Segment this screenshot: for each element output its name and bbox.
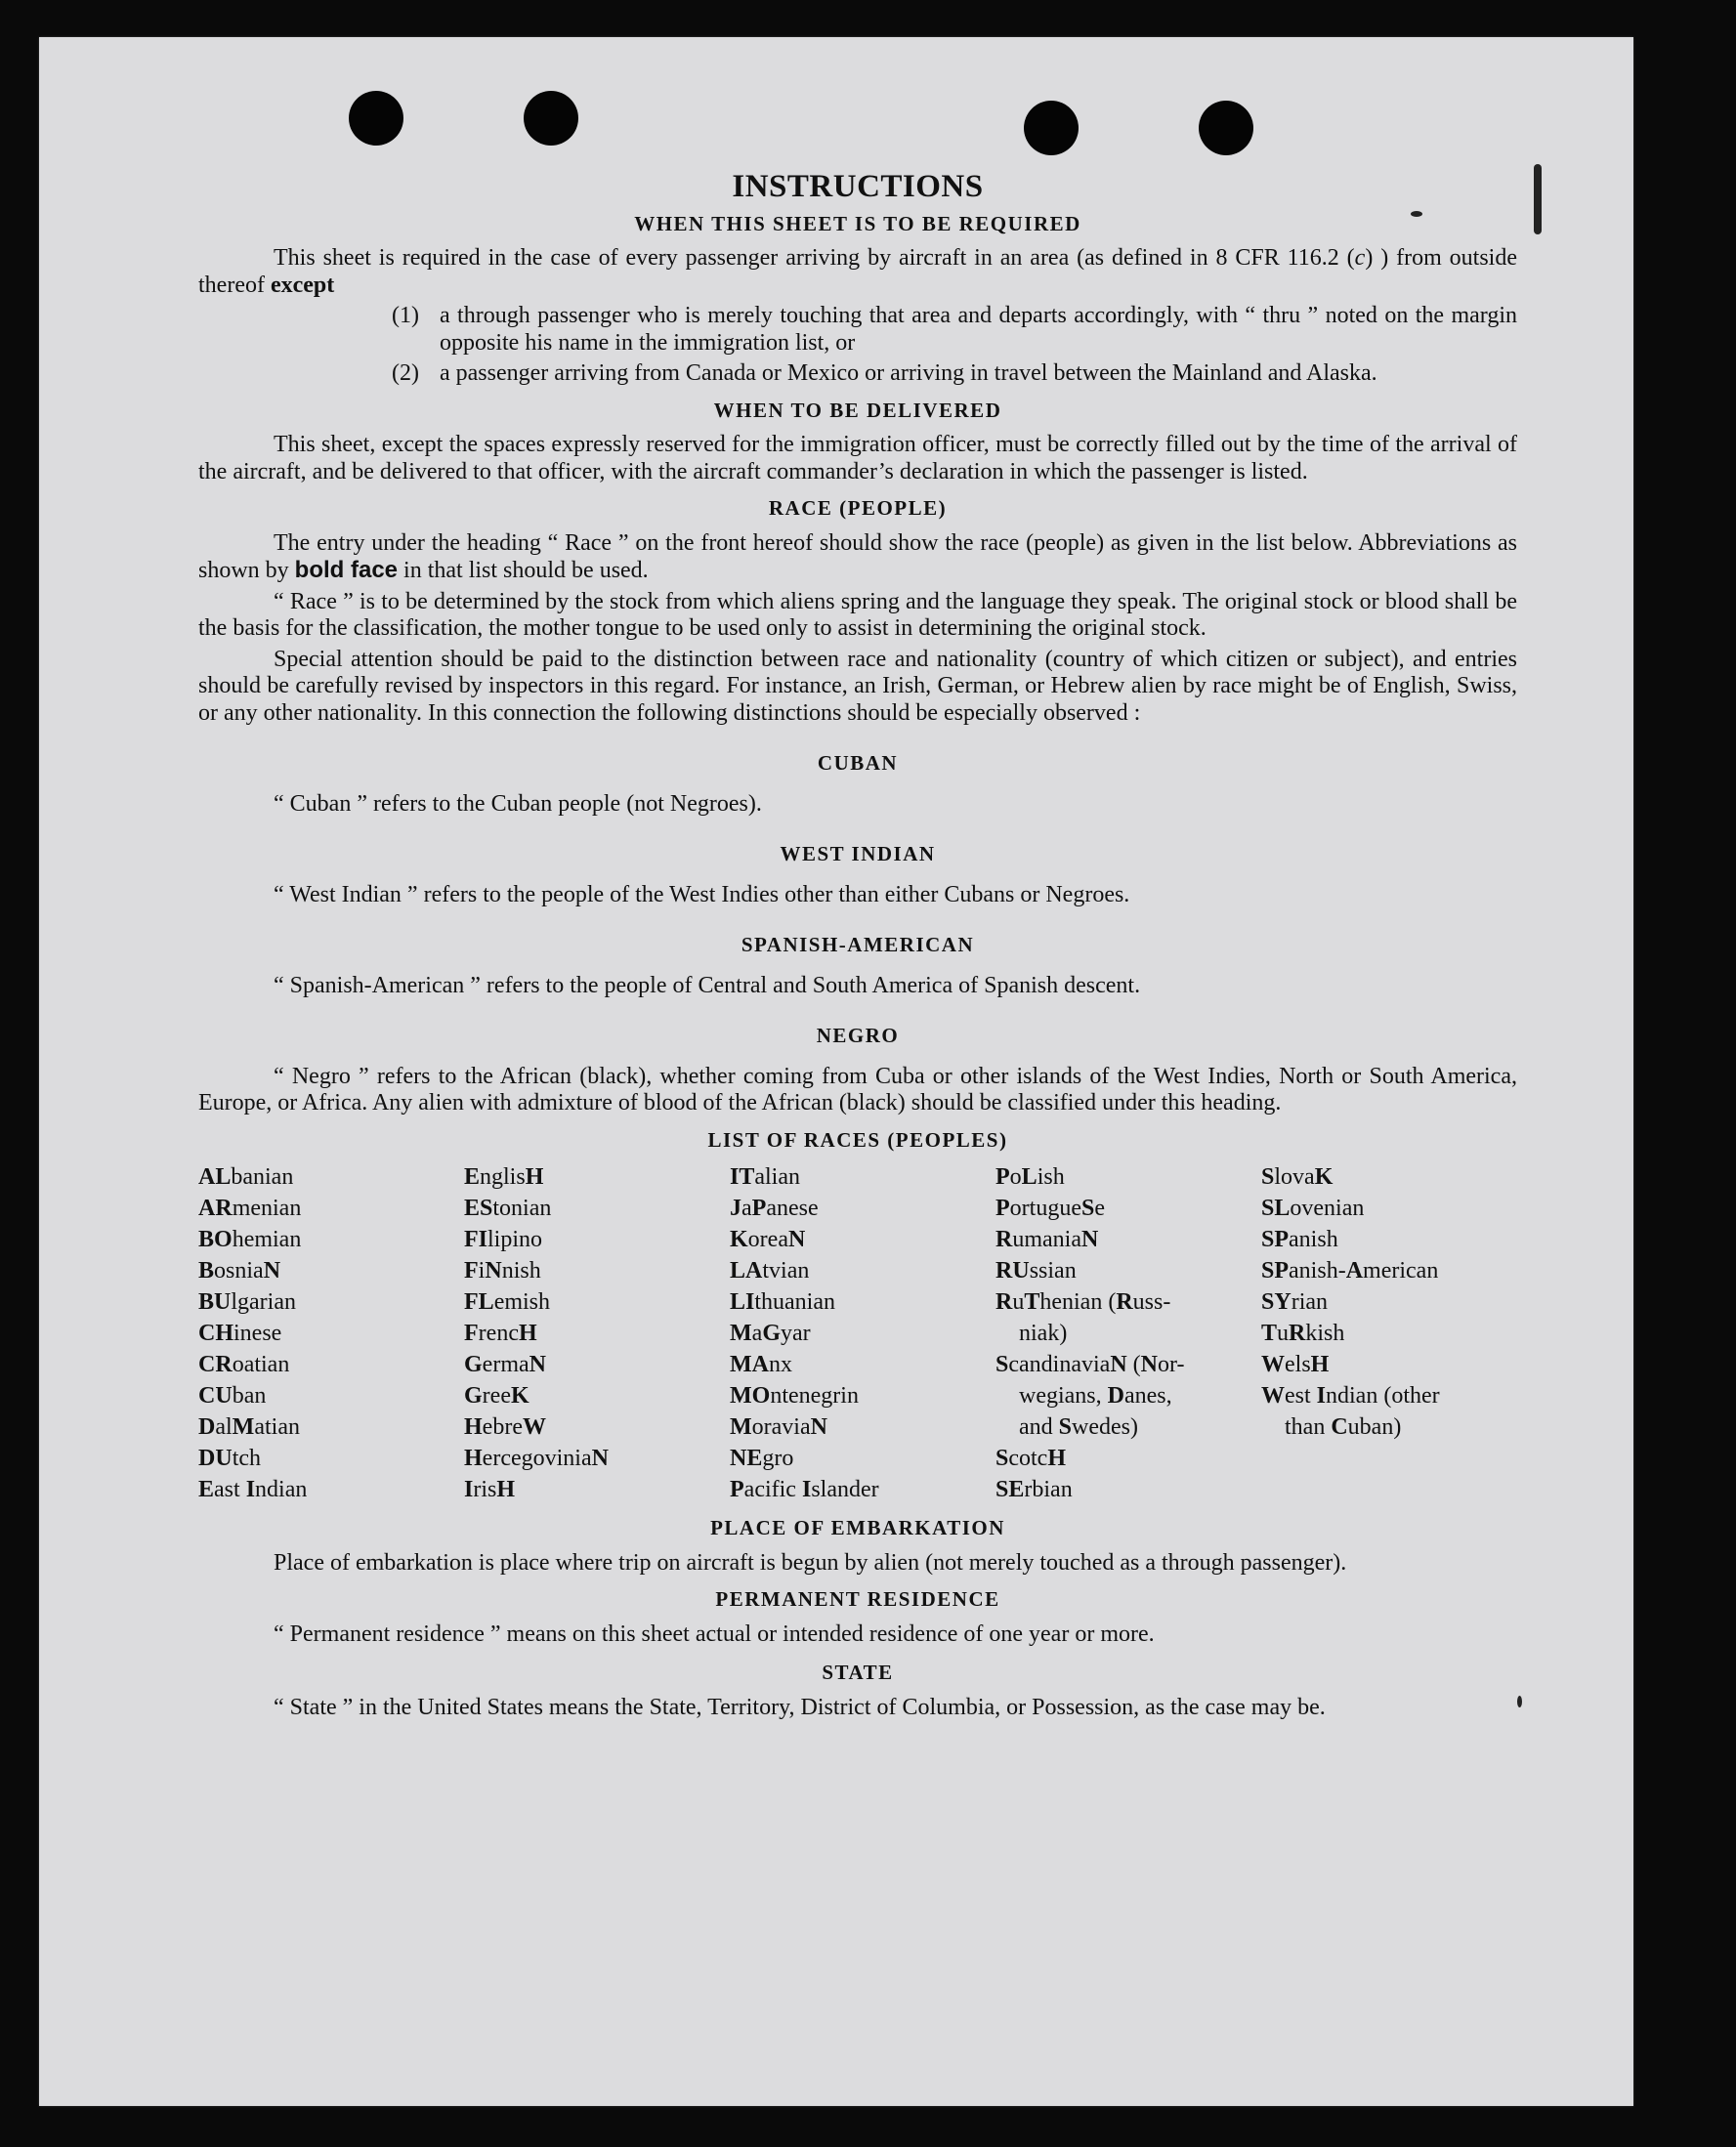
paragraph: “ Spanish-American ” refers to the people of Central and South America of Spanish descent. <box>274 972 1141 998</box>
paragraph: Place of embarkation is place where trip on aircraft is begun by alien (not merely touched as a through passenger). <box>274 1549 1347 1576</box>
race-item: ITalian <box>730 1164 800 1190</box>
document-page <box>39 37 1633 2106</box>
race-item: ScandinaviaN (Nor- <box>995 1352 1185 1377</box>
race-item: TuRkish <box>1261 1321 1345 1346</box>
race-item: CRoatian <box>198 1352 290 1377</box>
punch-hole <box>349 91 403 146</box>
race-item: FiNnish <box>464 1258 541 1284</box>
race-item: MOntenegrin <box>730 1383 859 1409</box>
race-column <box>730 1161 995 1505</box>
race-item: FrencH <box>464 1321 537 1346</box>
race-item: DalMatian <box>198 1414 300 1440</box>
race-item: RuThenian (Russ- <box>995 1289 1171 1315</box>
race-item: BOhemian <box>198 1227 302 1252</box>
paragraph: “ Cuban ” refers to the Cuban people (not Negroes). <box>274 790 762 817</box>
race-item: Pacific Islander <box>730 1477 879 1502</box>
race-item: SPanish-American <box>1261 1258 1439 1284</box>
race-item: FIlipino <box>464 1227 543 1252</box>
race-item: FLemish <box>464 1289 551 1315</box>
race-item: DUtch <box>198 1446 262 1471</box>
race-item: ALbanian <box>198 1164 294 1190</box>
race-item: EnglisH <box>464 1164 544 1190</box>
race-column <box>198 1161 464 1505</box>
section-heading: WHEN THIS SHEET IS TO BE REQUIRED <box>634 211 1081 235</box>
scan-mark <box>1517 1696 1522 1707</box>
race-item: East Indian <box>198 1477 308 1502</box>
race-column <box>995 1161 1261 1505</box>
list-number: (1) <box>392 303 419 328</box>
page-title: INSTRUCTIONS <box>732 169 984 204</box>
section-heading: SPANISH-AMERICAN <box>741 933 975 956</box>
race-item: JaPanese <box>730 1196 819 1221</box>
race-item: EStonian <box>464 1196 552 1221</box>
list-item <box>198 303 1517 357</box>
section-heading: PLACE OF EMBARKATION <box>710 1516 1005 1539</box>
section-heading: NEGRO <box>816 1024 900 1047</box>
race-item: SLovenian <box>1261 1196 1365 1221</box>
race-item: MAnx <box>730 1352 792 1377</box>
race-item: PoLish <box>995 1164 1065 1190</box>
punch-hole <box>1199 101 1253 155</box>
paragraph: “ State ” in the United States means the State, Territory, District of Columbia, or Possession, as the case may be. <box>274 1694 1326 1720</box>
race-item: and Swedes) <box>1019 1414 1138 1440</box>
race-item: NEgro <box>730 1446 794 1471</box>
race-item: SPanish <box>1261 1227 1338 1252</box>
race-item: CUban <box>198 1383 267 1409</box>
section-heading: PERMANENT RESIDENCE <box>715 1587 1000 1611</box>
punch-hole <box>1024 101 1079 155</box>
race-item: RUssian <box>995 1258 1077 1284</box>
punch-hole <box>524 91 578 146</box>
race-item: ARmenian <box>198 1196 302 1221</box>
paragraph: The entry under the heading “ Race ” on the front hereof should show the race (people) as given in the list below. Abbreviations as shown by bold face in that list should be used. <box>198 529 1517 583</box>
instructions-content <box>198 169 1517 1725</box>
race-item: IrisH <box>464 1477 516 1502</box>
section-heading: WEST INDIAN <box>780 842 936 865</box>
list-text: a passenger arriving from Canada or Mexico or arriving in travel between the Mainland and Alaska. <box>440 360 1377 386</box>
race-item: RumaniaN <box>995 1227 1099 1252</box>
race-item: CHinese <box>198 1321 282 1346</box>
race-item: MaGyar <box>730 1321 811 1346</box>
race-item: GermaN <box>464 1352 546 1377</box>
race-item: BosniaN <box>198 1258 281 1284</box>
race-item: SErbian <box>995 1477 1073 1502</box>
list-number: (2) <box>392 360 419 386</box>
paragraph: “ Permanent residence ” means on this sheet actual or intended residence of one year or more. <box>274 1621 1155 1647</box>
paragraph: “ Race ” is to be determined by the stock from which aliens spring and the language they speak. The original stock or blood shall be the basis for the classification, the mother tongue to be used only to assist in determining the original stock. <box>198 588 1517 641</box>
race-item: BUlgarian <box>198 1289 296 1315</box>
paragraph: “ Negro ” refers to the African (black), whether coming from Cuba or other islands of the West Indies, North or South America, Europe, or Africa. Any alien with admixture of blood of the African (black) should be classified under this heading. <box>198 1063 1517 1116</box>
section-heading: CUBAN <box>817 751 899 775</box>
section-heading: RACE (PEOPLE) <box>768 496 948 520</box>
race-item: GreeK <box>464 1383 529 1409</box>
paragraph: This sheet is required in the case of every passenger arriving by aircraft in an area (as defined in 8 CFR 116.2 (c) ) from outside thereof except <box>198 245 1517 298</box>
race-item: West Indian (other <box>1261 1383 1440 1409</box>
scan-mark <box>1534 164 1542 234</box>
race-item: HercegoviniaN <box>464 1446 609 1471</box>
race-item: LAtvian <box>730 1258 810 1284</box>
race-item: KoreaN <box>730 1227 806 1252</box>
paragraph: “ West Indian ” refers to the people of the West Indies other than either Cubans or Negroes. <box>274 881 1130 907</box>
race-item: PortugueSe <box>995 1196 1105 1221</box>
race-item: SYrian <box>1261 1289 1329 1315</box>
race-item: niak) <box>1019 1321 1068 1346</box>
race-item: ScotcH <box>995 1446 1067 1471</box>
race-item: than Cuban) <box>1285 1414 1402 1440</box>
race-column <box>1261 1161 1517 1505</box>
paragraph: Special attention should be paid to the distinction between race and nationality (country of which citizen or subject), and entries should be carefully revised by inspectors in this regard. For instance, an Irish, German, or Hebrew alien by race might be of English, Swiss, or any other nationality. In this connection the following distinctions should be especially observed : <box>198 646 1517 726</box>
race-item: LIthuanian <box>730 1289 835 1315</box>
list-item <box>198 360 1517 388</box>
list-text: a through passenger who is merely touching that area and departs accordingly, with “ thru ” noted on the margin opposite his name in the immigration list, or <box>440 303 1517 356</box>
section-heading: WHEN TO BE DELIVERED <box>713 398 1002 422</box>
race-item: SlovaK <box>1261 1164 1334 1190</box>
race-item: wegians, Danes, <box>1019 1383 1172 1409</box>
race-item: WelsH <box>1261 1352 1330 1377</box>
race-item: HebreW <box>464 1414 546 1440</box>
paragraph: This sheet, except the spaces expressly reserved for the immigration officer, must be correctly filled out by the time of the arrival of the aircraft, and be delivered to that officer, with the aircraft commander’s declaration in which the passenger is listed. <box>198 432 1517 484</box>
race-list <box>198 1161 1517 1505</box>
race-item: MoraviaN <box>730 1414 827 1440</box>
section-heading: STATE <box>822 1661 894 1684</box>
race-column <box>464 1161 730 1505</box>
section-heading: LIST OF RACES (PEOPLES) <box>707 1127 1008 1152</box>
